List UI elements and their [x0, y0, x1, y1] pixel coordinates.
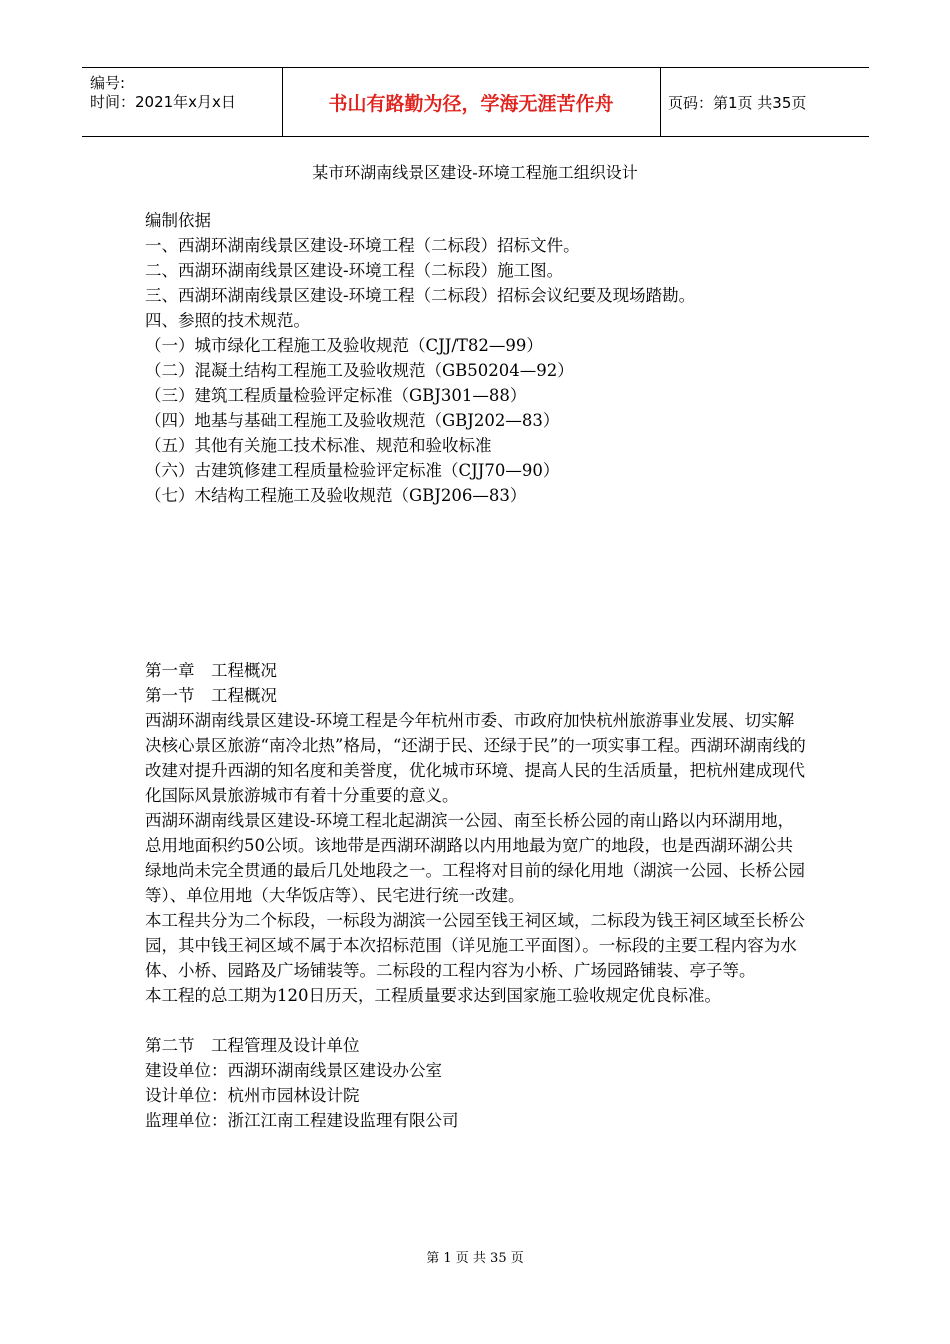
- body-paragraph: 本工程共分为二个标段，一标段为湖滨一公园至钱王祠区域，二标段为钱王祠区域至长桥公园，其中钱王祠区域不属于本次招标范围（详见施工平面图）。一标段的主要工程内容为水体、小桥、园路及广场铺装等。二标段的工程内容为小桥、广场园路铺装、亭子等。: [145, 911, 805, 980]
- header-meta-cell: [82, 68, 283, 136]
- basis-item: （四）地基与基础工程施工及验收规范（GBJ202—83）: [145, 411, 560, 430]
- section-heading: 第一节 工程概况: [145, 686, 277, 705]
- page-header: [82, 67, 869, 137]
- page-footer: 第 1 页 共 35 页: [426, 1251, 524, 1266]
- body-paragraph: 西湖环湖南线景区建设-环境工程北起湖滨一公园、南至长桥公园的南山路以内环湖用地，总用地面积约50公顷。该地带是西湖环湖路以内用地最为宽广的地段，也是西湖环湖公共绿地尚未完全贯通的最后几处地段之一。工程将对目前的绿化用地（湖滨一公园、长桥公园等）、单位用地（大华饭店等）、民宅进行统一改建。: [145, 811, 805, 905]
- basis-item: （二）混凝土结构工程施工及验收规范（GB50204—92）: [145, 361, 574, 380]
- unit-line: 建设单位：西湖环湖南线景区建设办公室: [145, 1061, 442, 1080]
- chapter-heading: 第一章 工程概况: [145, 661, 277, 680]
- section-heading: 第二节 工程管理及设计单位: [145, 1036, 360, 1055]
- document-time-label: 时间：2021年x月x日: [90, 93, 236, 111]
- basis-item: （五）其他有关施工技术标准、规范和验收标准: [145, 436, 492, 455]
- blank-spacer: [145, 508, 809, 658]
- header-page-info: 页码：第1页 共35页: [668, 93, 807, 112]
- header-motto-cell: [282, 68, 661, 136]
- basis-item: 二、西湖环湖南线景区建设-环境工程（二标段）施工图。: [145, 261, 564, 280]
- basis-heading: 编制依据: [145, 211, 211, 230]
- document-title: 某市环湖南线景区建设-环境工程施工组织设计: [312, 163, 638, 182]
- document-number-label: 编号:: [90, 74, 126, 92]
- basis-item: 四、参照的技术规范。: [145, 311, 310, 330]
- document-body: [145, 208, 809, 1133]
- body-paragraph: 本工程的总工期为120日历天，工程质量要求达到国家施工验收规定优良标准。: [145, 986, 721, 1005]
- header-motto: 书山有路勤为径，学海无涯苦作舟: [328, 92, 614, 115]
- body-paragraph: 西湖环湖南线景区建设-环境工程是今年杭州市委、市政府加快杭州旅游事业发展、切实解决核心景区旅游“南冷北热”格局，“还湖于民、还绿于民”的一项实事工程。西湖环湖南线的改建对提升西湖的知名度和美誉度，优化城市环境、提高人民的生活质量，把杭州建成现代化国际风景旅游城市有着十分重要的意义。: [145, 711, 806, 805]
- blank-spacer: [145, 1008, 809, 1033]
- basis-item: （七）木结构工程施工及验收规范（GBJ206—83）: [145, 486, 527, 505]
- basis-item: 三、西湖环湖南线景区建设-环境工程（二标段）招标会议纪要及现场踏勘。: [145, 286, 696, 305]
- basis-item: （一）城市绿化工程施工及验收规范（CJJ/T82—99）: [145, 336, 543, 355]
- unit-line: 监理单位：浙江江南工程建设监理有限公司: [145, 1111, 459, 1130]
- basis-item: （六）古建筑修建工程质量检验评定标准（CJJ70—90）: [145, 461, 560, 480]
- basis-item: 一、西湖环湖南线景区建设-环境工程（二标段）招标文件。: [145, 236, 580, 255]
- basis-item: （三）建筑工程质量检验评定标准（GBJ301—88）: [145, 386, 527, 405]
- unit-line: 设计单位：杭州市园林设计院: [145, 1086, 360, 1105]
